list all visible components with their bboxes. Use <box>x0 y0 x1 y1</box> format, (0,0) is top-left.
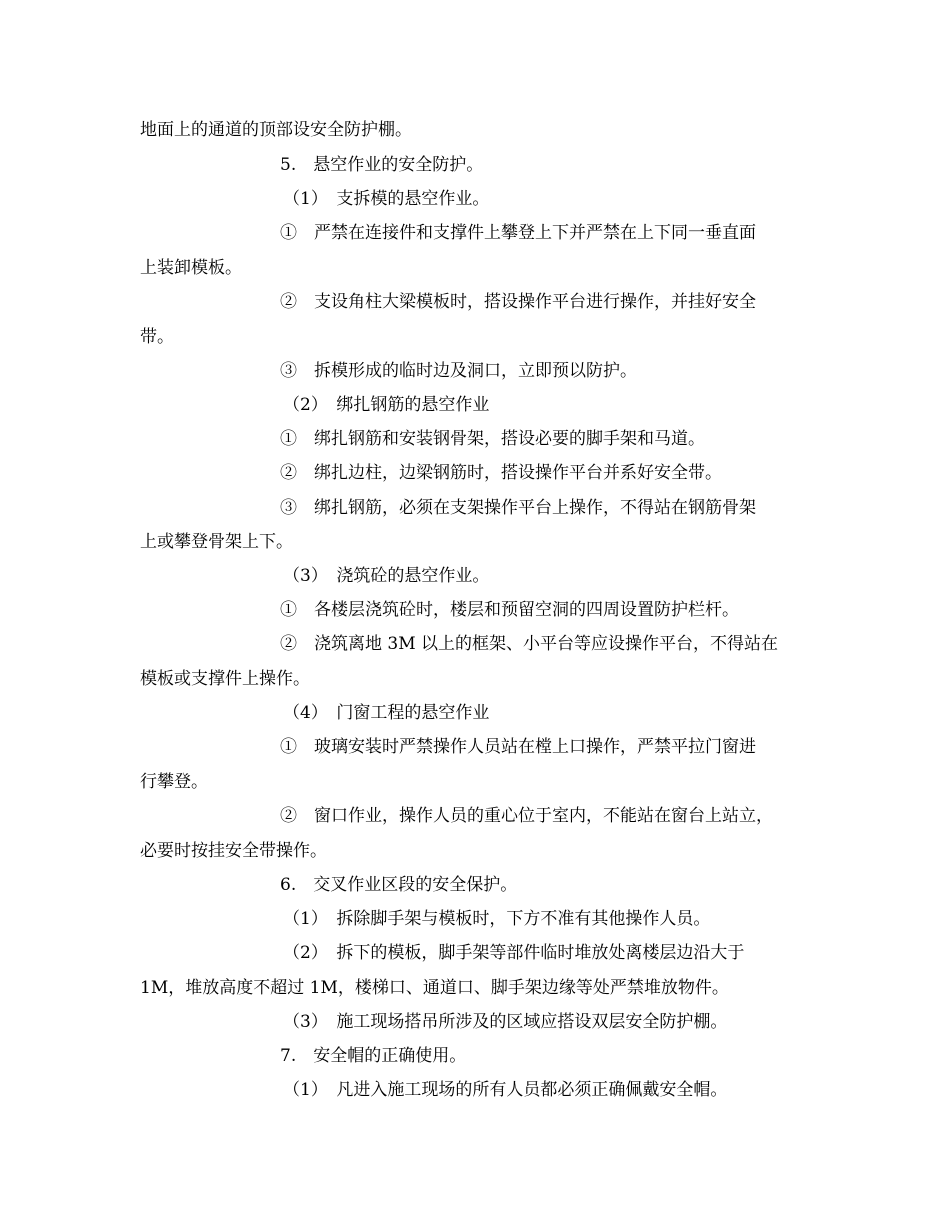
subsection-heading: （1） 支拆模的悬空作业。 <box>283 189 490 209</box>
paragraph-line: 1M，堆放高度不超过 1M，楼梯口、通道口、脚手架边缘等处严禁堆放物件。 <box>140 978 729 998</box>
list-item: ② 支设角柱大梁模板时，搭设操作平台进行操作，并挂好安全 <box>280 292 756 312</box>
list-item: ① 玻璃安装时严禁操作人员站在樘上口操作，严禁平拉门窗进 <box>280 737 756 757</box>
paragraph-line: 地面上的通道的顶部设安全防护棚。 <box>140 120 412 140</box>
subsection-heading: （1） 凡进入施工现场的所有人员都必须正确佩戴安全帽。 <box>283 1080 728 1100</box>
list-item: ② 窗口作业，操作人员的重心位于室内，不能站在窗台上站立， <box>280 806 773 826</box>
section-heading: 6. 交叉作业区段的安全保护。 <box>280 875 518 895</box>
list-item: ② 浇筑离地 3M 以上的框架、小平台等应设操作平台，不得站在 <box>280 634 779 654</box>
subsection-heading: （3） 浇筑砼的悬空作业。 <box>283 566 490 586</box>
list-item: ② 绑扎边柱，边梁钢筋时，搭设操作平台并系好安全带。 <box>280 463 722 483</box>
paragraph-line: 带。 <box>140 327 174 347</box>
paragraph-line: 上装卸模板。 <box>140 258 242 278</box>
subsection-heading: （3） 施工现场搭吊所涉及的区域应搭设双层安全防护棚。 <box>283 1012 728 1032</box>
section-heading: 5. 悬空作业的安全防护。 <box>280 155 484 175</box>
list-item: ① 各楼层浇筑砼时，楼层和预留空洞的四周设置防护栏杆。 <box>280 600 739 620</box>
paragraph-line: 行攀登。 <box>140 772 208 792</box>
subsection-heading: （2） 绑扎钢筋的悬空作业 <box>283 395 490 415</box>
list-item: ③ 拆模形成的临时边及洞口，立即预以防护。 <box>280 361 637 381</box>
list-item: ① 绑扎钢筋和安装钢骨架，搭设必要的脚手架和马道。 <box>280 429 705 449</box>
paragraph-line: 模板或支撑件上操作。 <box>140 669 310 689</box>
subsection-heading: （2） 拆下的模板，脚手架等部件临时堆放处离楼层边沿大于 <box>283 943 745 963</box>
subsection-heading: （1） 拆除脚手架与模板时，下方不准有其他操作人员。 <box>283 909 711 929</box>
list-item: ① 严禁在连接件和支撑件上攀登上下并严禁在上下同一垂直面 <box>280 223 756 243</box>
list-item: ③ 绑扎钢筋，必须在支架操作平台上操作，不得站在钢筋骨架 <box>280 498 756 518</box>
paragraph-line: 上或攀登骨架上下。 <box>140 532 293 552</box>
paragraph-line: 必要时按挂安全带操作。 <box>140 841 327 861</box>
subsection-heading: （4） 门窗工程的悬空作业 <box>283 703 490 723</box>
section-heading: 7. 安全帽的正确使用。 <box>280 1046 467 1066</box>
